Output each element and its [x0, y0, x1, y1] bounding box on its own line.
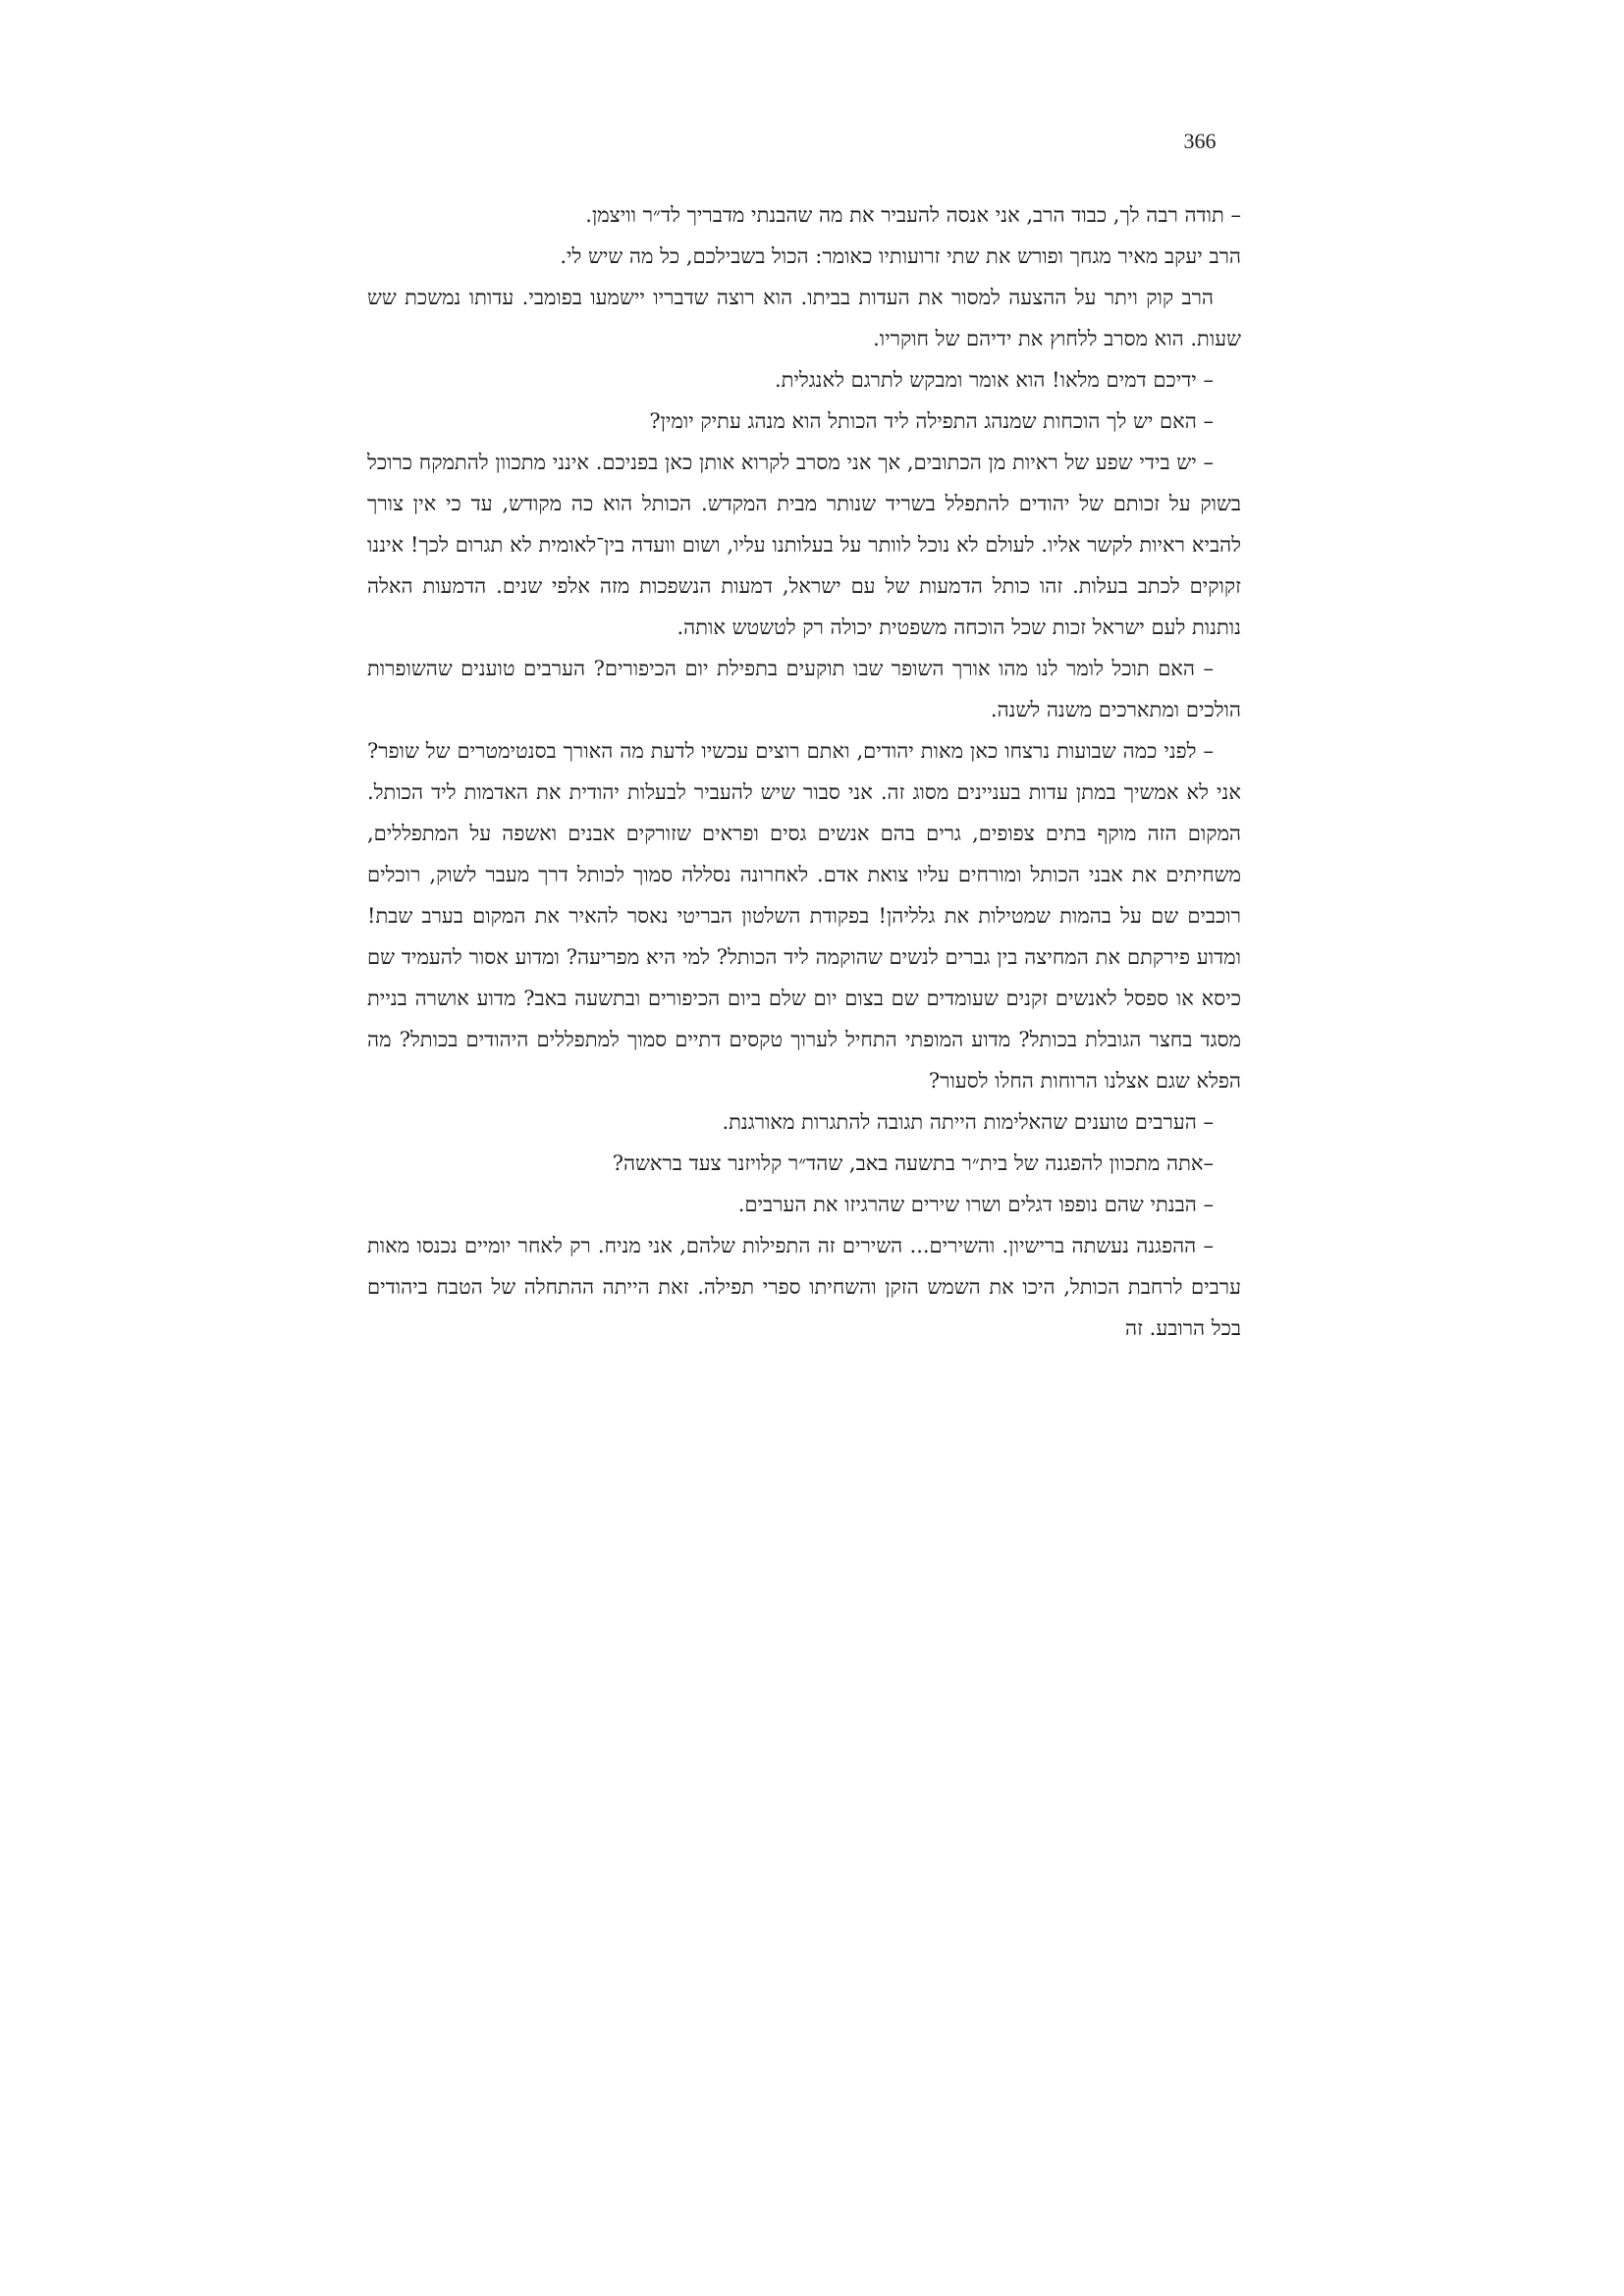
paragraph-11: – הבנתי שהם נופפו דגלים ושרו שירים שהרגיזו את הערבים.: [737, 1193, 1214, 1216]
paragraph-2: הרב יעקב מאיר מגחך ופורש את שתי זרועותיו כאומר: הכול בשבילכם, כל מה שיש לי.: [560, 244, 1241, 268]
paragraph-5: – האם יש לך הוכחות שמנהג התפילה ליד הכותל הוא מנהג עתיק יומין?: [649, 409, 1214, 433]
paragraph-10: –אתה מתכוון להפגנה של בית״ר בתשעה באב, שהד״ר קלויזנר צעד בראשה?: [612, 1151, 1214, 1175]
paragraph-3: הרב קוק ויתר על ההצעה למסור את העדות בביתו. הוא רוצה שדבריו יישמעו בפומבי. עדותו נמשכת שש שעות. הוא מסרב ללחוץ את ידיהם של חוקריו.: [367, 286, 1241, 350]
paragraph-8: – לפני כמה שבועות נרצחו כאן מאות יהודים, ואתם רוצים עכשיו לדעת מה האורך בסנטימטרים של שופר? אני לא אמשיך במתן עדות בעניינים מסוג זה. אני סבור שיש להעביר לבעלות יהודית את האדמות ליד הכותל. המקום הזה מוקף בתים צפופים, גרים בהם אנשים גסים ופראים שזורקים אבנים ואשפה על המתפללים, משחיתים את אבני הכותל ומורחים עליו צואת אדם. לאחרונה נסללה סמוך לכותל דרך מעבר לשוק, רוכלים רוכבים שם על בהמות שמטילות את גלליהן! בפקודת השלטון הבריטי נאסר להאיר את המקום בערב שבת! ומדוע פירקתם את המחיצה בין גברים לנשים שהוקמה ליד הכותל? למי היא מפריעה? ומדוע אסור להעמיד שם כיסא או ספסל לאנשים זקנים שעומדים שם בצום יום שלם ביום הכיפורים ובתשעה באב? מדוע אושרה בניית מסגד בחצר הגובלת בכותל? מדוע המופתי התחיל לערוך טקסים דתיים סמוך למתפללים היהודים בכותל? מה הפלא שגם אצלנו הרוחות החלו לסעור?: [367, 739, 1241, 1093]
paragraph-7: – האם תוכל לומר לנו מהו אורך השופר שבו תוקעים בתפילת יום הכיפורים? הערבים טוענים שהשופרות הולכים ומתארכים משנה לשנה.: [367, 657, 1241, 721]
body-text: [367, 194, 1241, 1349]
paragraph-4: – ידיכם דמים מלאו! הוא אומר ומבקש לתרגם לאנגלית.: [774, 368, 1214, 392]
paragraph-12: – ההפגנה נעשתה ברישיון. והשירים... השירים זה התפילות שלהם, אני מניח. רק לאחר יומיים נכנסו מאות ערבים לרחבת הכותל, היכו את השמש הזקן והשחיתו ספרי תפילה. זאת הייתה ההתחלה של הטבח ביהודים בכל הרובע. זה: [367, 1234, 1241, 1340]
paragraph-9: – הערבים טוענים שהאלימות הייתה תגובה להתגרות מאורגנת.: [722, 1110, 1214, 1134]
page-number: 366: [1183, 129, 1217, 153]
paragraph-6: – יש בידי שפע של ראיות מן הכתובים, אך אני מסרב לקרוא אותן כאן בפניכם. אינני מתכוון להתמקח כרוכל בשוק על זכותם של יהודים להתפלל בשריד שנותר מבית המקדש. הכותל הוא כה מקודש, עד כי אין צורך להביא ראיות לקשר אליו. לעולם לא נוכל לוותר על בעלותנו עליו, ושום וועדה בין־לאומית לא תגרום לכך! איננו זקוקים לכתב בעלות. זהו כותל הדמעות של עם ישראל, דמעות הנשפכות מזה אלפי שנים. הדמעות האלה נותנות לעם ישראל זכות שכל הוכחה משפטית יכולה רק לטשטש אותה.: [367, 451, 1241, 639]
paragraph-1: – תודה רבה לך, כבוד הרב, אני אנסה להעביר את מה שהבנתי מדבריך לד״ר וויצמן.: [585, 203, 1241, 227]
